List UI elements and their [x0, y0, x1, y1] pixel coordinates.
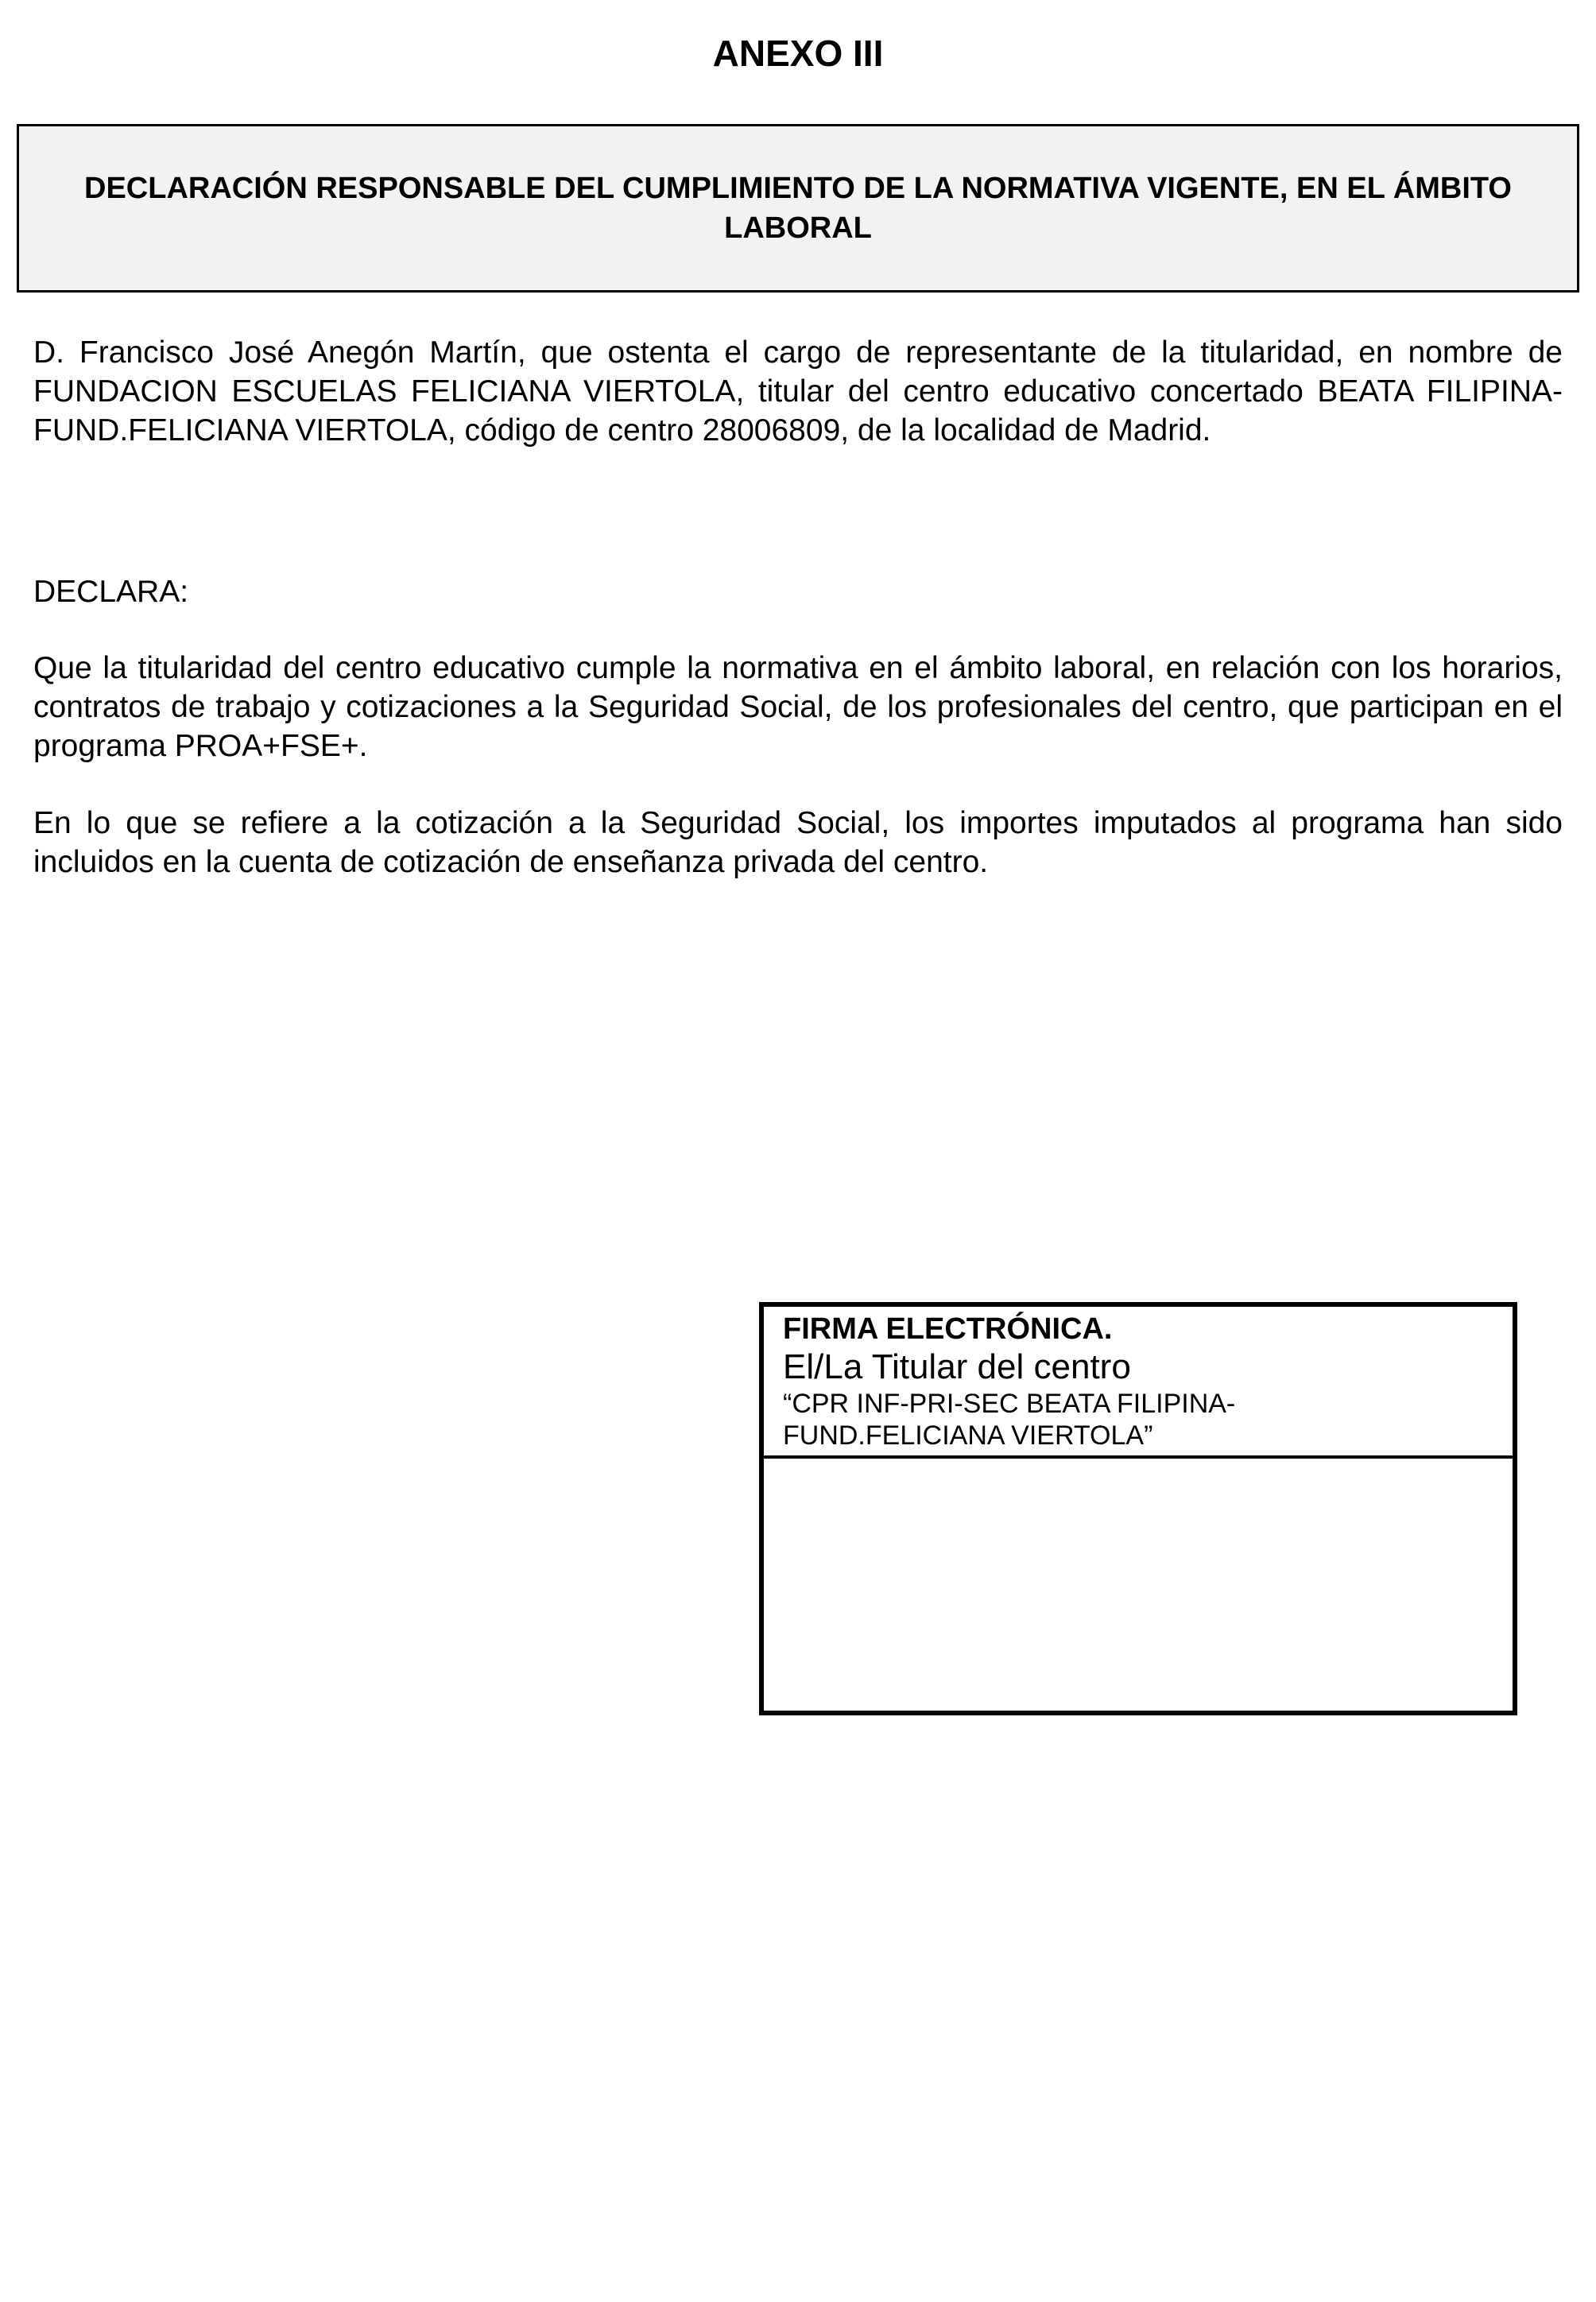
declara-label: DECLARA:: [33, 575, 189, 609]
signature-title: FIRMA ELECTRÓNICA.: [783, 1312, 1113, 1346]
declaration-paragraph-2: En lo que se refiere a la cotización a la Seguridad Social, los importes imputados al programa han sido incluidos en la cuenta de cotización de enseñanza privada del centro.: [33, 806, 1563, 879]
intro-paragraph: D. Francisco José Anegón Martín, que ostenta el cargo de representante de la titularidad, en nombre de FUNDACION ESCUELAS FELICIANA VIERTOLA, titular del centro educativo concertado BEATA FILIPINA-FUND.FELICIANA VIERTOLA, código de centro 28006809, de la localidad de Madrid.: [33, 335, 1563, 448]
document-heading: DECLARACIÓN RESPONSABLE DEL CUMPLIMIENTO DE LA NORMATIVA VIGENTE, EN EL ÁMBITO LABORAL: [84, 172, 1512, 245]
document-heading-box: [17, 124, 1579, 293]
signature-center-line-2: FUND.FELICIANA VIERTOLA”: [783, 1420, 1153, 1451]
declaration-paragraph-1: Que la titularidad del centro educativo cumple la normativa en el ámbito laboral, en relación con los horarios, contratos de trabajo y cotizaciones a la Seguridad Social, de los profesionales del centro, que participan en el programa PROA+FSE+.: [33, 651, 1563, 763]
signature-role: El/La Titular del centro: [783, 1347, 1131, 1386]
signature-box: [759, 1302, 1517, 1715]
annex-title: ANEXO III: [712, 33, 884, 74]
signature-center-line-1: “CPR INF-PRI-SEC BEATA FILIPINA-: [783, 1389, 1236, 1419]
signature-area[interactable]: [764, 1459, 1513, 1711]
signature-header: [764, 1307, 1513, 1459]
